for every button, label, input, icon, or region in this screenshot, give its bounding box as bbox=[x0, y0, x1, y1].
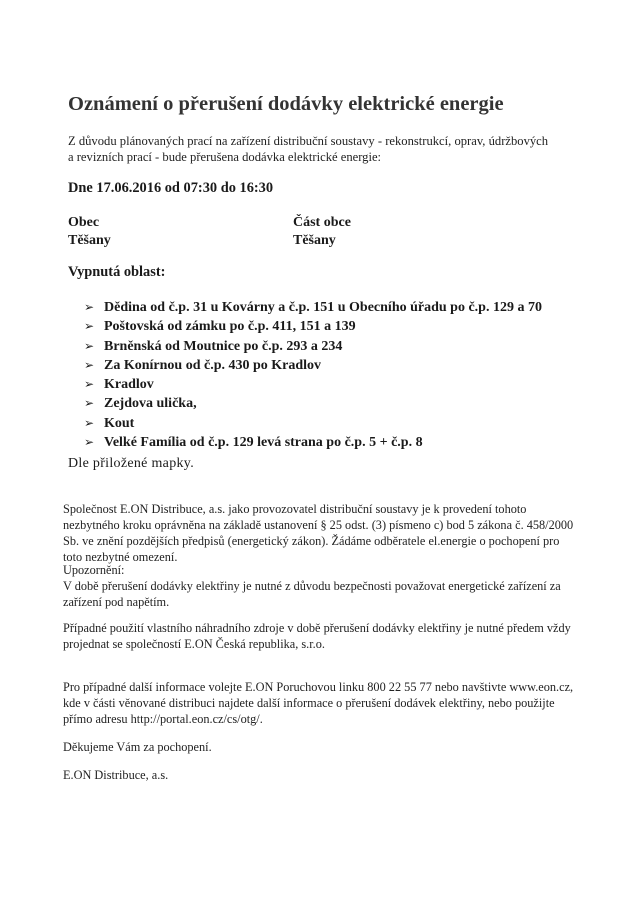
company-paragraph bbox=[63, 501, 603, 565]
paragraph-line: nezbytného kroku oprávněna na základě ustanovení § 25 odst. (3) písmeno c) bod 5 zákona č. 458/2000 bbox=[63, 518, 574, 532]
warning-paragraph bbox=[63, 562, 603, 610]
arrowhead-bullet-icon: ➢ bbox=[84, 300, 95, 314]
outage-date: Dne 17.06.2016 od 07:30 do 16:30 bbox=[68, 180, 274, 196]
paragraph-line: projednat se společností E.ON Česká republika, s.r.o. bbox=[63, 637, 325, 651]
paragraph-line: V době přerušení dodávky elektřiny je nutné z důvodu bezpečnosti považovat energetické zařízení za bbox=[63, 579, 561, 593]
generator-paragraph bbox=[63, 620, 603, 652]
street-list bbox=[84, 298, 542, 452]
list-item bbox=[84, 394, 542, 413]
district-value: Těšany bbox=[293, 233, 336, 248]
list-item bbox=[84, 356, 542, 375]
list-item bbox=[84, 298, 542, 317]
street-text: Dědina od č.p. 31 u Kovárny a č.p. 151 u Obecního úřadu po č.p. 129 a 70 bbox=[104, 300, 542, 315]
street-text: Zejdova ulička, bbox=[104, 396, 197, 412]
warning-heading: Upozornění: bbox=[63, 563, 125, 577]
street-text: Brněnská od Moutnice po č.p. 293 a 234 bbox=[104, 338, 343, 354]
district-label: Část obce bbox=[293, 215, 351, 230]
street-text: Kradlov bbox=[104, 377, 154, 393]
list-item bbox=[84, 433, 542, 452]
paragraph-line: Společnost E.ON Distribuce, a.s. jako provozovatel distribuční soustavy je k provedení tohoto bbox=[63, 502, 527, 516]
district-block bbox=[293, 214, 351, 250]
street-text: Kout bbox=[104, 415, 135, 431]
info-paragraph bbox=[63, 679, 603, 727]
arrowhead-bullet-icon: ➢ bbox=[84, 435, 95, 450]
list-item bbox=[84, 414, 542, 433]
municipality-block bbox=[68, 214, 111, 250]
arrowhead-bullet-icon: ➢ bbox=[84, 357, 95, 372]
arrowhead-bullet-icon: ➢ bbox=[84, 338, 95, 353]
paragraph-line: zařízení pod napětím. bbox=[63, 595, 170, 609]
list-item bbox=[84, 375, 542, 394]
arrowhead-bullet-icon: ➢ bbox=[84, 319, 95, 334]
paragraph-line: přímo adresu http://portal.eon.cz/cs/otg/. bbox=[63, 712, 263, 726]
area-heading: Vypnutá oblast: bbox=[68, 264, 166, 280]
signature-line: E.ON Distribuce, a.s. bbox=[63, 768, 169, 782]
intro-line: Z důvodu plánovaných prací na zařízení distribuční soustavy - rekonstrukcí, oprav, údržbových bbox=[68, 134, 549, 148]
page-title: Oznámení o přerušení dodávky elektrické energie bbox=[68, 93, 504, 115]
list-item bbox=[84, 337, 542, 356]
street-text: Poštovská od zámku po č.p. 411, 151 a 139 bbox=[104, 319, 356, 335]
intro-line: a revizních prací - bude přerušena dodávka elektrické energie: bbox=[68, 150, 382, 164]
arrowhead-bullet-icon: ➢ bbox=[84, 377, 95, 392]
paragraph-line: Pro případné další informace volejte E.ON Poruchovou linku 800 22 55 77 nebo navštivte www.eon.cz, bbox=[63, 680, 574, 694]
paragraph-line: Sb. ve znění pozdějších předpisů (energetický zákon). Žádáme odběratele el.energie o pochopení pro bbox=[63, 534, 560, 548]
street-text: Za Konírnou od č.p. 430 po Kradlov bbox=[104, 357, 322, 373]
paragraph-line: Případné použití vlastního náhradního zdroje v době přerušení dodávky elektřiny je nutné předem vždy bbox=[63, 621, 571, 635]
arrowhead-bullet-icon: ➢ bbox=[84, 396, 95, 411]
map-note: Dle přiložené mapky. bbox=[68, 456, 194, 471]
municipality-label: Obec bbox=[68, 215, 100, 230]
paragraph-line: kde v části věnované distribuci najdete další informace o přerušení dodávek elektřiny, nebo použijte bbox=[63, 696, 555, 710]
arrowhead-bullet-icon: ➢ bbox=[84, 415, 95, 430]
list-item bbox=[84, 317, 542, 336]
street-text: Velké Família od č.p. 129 levá strana po č.p. 5 + č.p. 8 bbox=[104, 435, 423, 451]
intro-paragraph bbox=[68, 133, 588, 165]
paragraph-line: toto nezbytné omezení. bbox=[63, 550, 178, 564]
municipality-value: Těšany bbox=[68, 233, 111, 248]
thanks-line: Děkujeme Vám za pochopení. bbox=[63, 740, 212, 754]
